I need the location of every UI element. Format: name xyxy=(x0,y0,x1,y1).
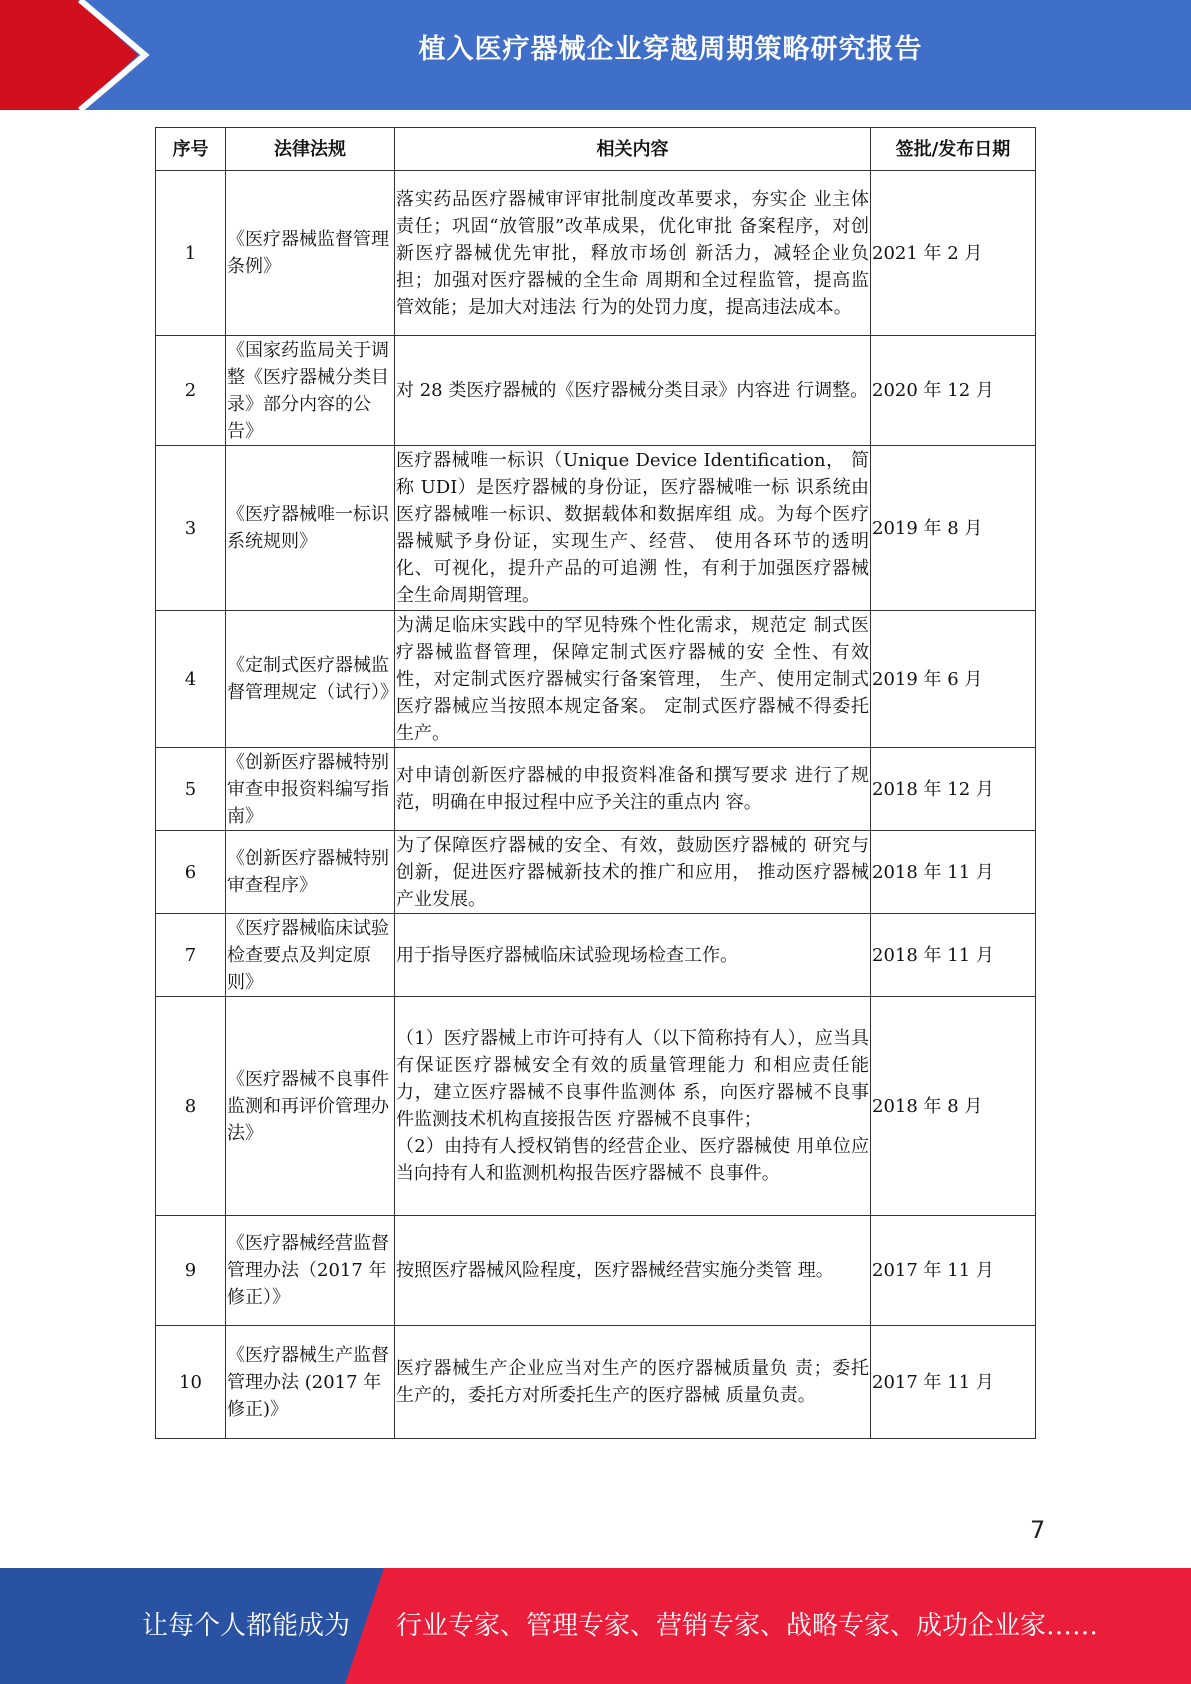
law-name: 《国家药监局关于调整《医疗器械分类目录》部分内容的公告》 xyxy=(226,336,395,446)
row-number: 3 xyxy=(156,446,226,611)
law-content: 为了保障医疗器械的安全、有效，鼓励医疗器械的 研究与创新，促进医疗器械新技术的推广和应用， 推动医疗器械产业发展。 xyxy=(395,831,871,914)
law-date: 2018 年 8 月 xyxy=(871,997,1036,1216)
table-row xyxy=(156,336,1036,446)
law-name: 《定制式医疗器械监督管理规定（试行）》 xyxy=(226,611,395,748)
law-name: 《创新医疗器械特别审查申报资料编写指南》 xyxy=(226,748,395,831)
law-content: 为满足临床实践中的罕见特殊个性化需求，规范定 制式医疗器械监督管理，保障定制式医疗器械的安 全性、有效性，对定制式医疗器械实行备案管理， 生产、使用定制式医疗器械应当按照本规定备案。 定制式医疗器械不得委托生产。 xyxy=(395,611,871,748)
table-row xyxy=(156,914,1036,997)
table-row xyxy=(156,611,1036,748)
row-number: 5 xyxy=(156,748,226,831)
table-row xyxy=(156,1216,1036,1326)
page-footer xyxy=(0,1568,1191,1684)
table-row xyxy=(156,171,1036,336)
law-date: 2018 年 12 月 xyxy=(871,748,1036,831)
header-date: 签批/发布日期 xyxy=(871,128,1036,171)
header-no: 序号 xyxy=(156,128,226,171)
row-number: 4 xyxy=(156,611,226,748)
regulations-table xyxy=(155,127,1036,1439)
law-name: 《医疗器械生产监督管理办法 (2017 年修正)》 xyxy=(226,1326,395,1439)
law-date: 2017 年 11 月 xyxy=(871,1216,1036,1326)
row-number: 2 xyxy=(156,336,226,446)
table-row xyxy=(156,446,1036,611)
table-row xyxy=(156,1326,1036,1439)
content-paragraph-1: （1）医疗器械上市许可持有人（以下简称持有人），应当具有保证医疗器械安全有效的质量管理能力 和相应责任能力，建立医疗器械不良事件监测体 系，向医疗器械不良事件监测技术机构直接报告医 疗器械不良事件； xyxy=(396,1028,869,1130)
footer-slogan-right: 行业专家、管理专家、营销专家、战略专家、成功企业家…… xyxy=(396,1611,1099,1641)
table-row xyxy=(156,997,1036,1216)
report-title: 植入医疗器械企业穿越周期策略研究报告 xyxy=(418,34,923,65)
law-content xyxy=(395,997,871,1216)
law-name: 《医疗器械不良事件监测和再评价管理办法》 xyxy=(226,997,395,1216)
law-date: 2017 年 11 月 xyxy=(871,1326,1036,1439)
page-header xyxy=(0,0,1191,110)
law-content: 用于指导医疗器械临床试验现场检查工作。 xyxy=(395,914,871,997)
law-name: 《医疗器械唯一标识系统规则》 xyxy=(226,446,395,611)
law-date: 2020 年 12 月 xyxy=(871,336,1036,446)
row-number: 10 xyxy=(156,1326,226,1439)
law-name: 《医疗器械经营监督管理办法（2017 年修正）》 xyxy=(226,1216,395,1326)
law-content: 对 28 类医疗器械的《医疗器械分类目录》内容进 行调整。 xyxy=(395,336,871,446)
law-date: 2018 年 11 月 xyxy=(871,914,1036,997)
table-header-row xyxy=(156,128,1036,171)
row-number: 8 xyxy=(156,997,226,1216)
row-number: 7 xyxy=(156,914,226,997)
table-row xyxy=(156,831,1036,914)
law-content: 落实药品医疗器械审评审批制度改革要求，夯实企 业主体责任；巩固“放管服”改革成果，优化审批 备案程序，对创新医疗器械优先审批，释放市场创 新活力，减轻企业负担；加强对医疗器械的全生命 周期和全过程监管，提高监管效能；是加大对违法 行为的处罚力度，提高违法成本。 xyxy=(395,171,871,336)
footer-slogan-left: 让每个人都能成为 xyxy=(142,1611,351,1641)
law-date: 2019 年 8 月 xyxy=(871,446,1036,611)
law-name: 《创新医疗器械特别审查程序》 xyxy=(226,831,395,914)
law-name: 《医疗器械监督管理条例》 xyxy=(226,171,395,336)
row-number: 6 xyxy=(156,831,226,914)
row-number: 9 xyxy=(156,1216,226,1326)
law-date: 2018 年 11 月 xyxy=(871,831,1036,914)
law-date: 2019 年 6 月 xyxy=(871,611,1036,748)
table-row xyxy=(156,748,1036,831)
row-number: 1 xyxy=(156,171,226,336)
header-law: 法律法规 xyxy=(226,128,395,171)
law-content: 按照医疗器械风险程度，医疗器械经营实施分类管 理。 xyxy=(395,1216,871,1326)
law-content: 医疗器械唯一标识（Unique Device Identification， 简称 UDI）是医疗器械的身份证，医疗器械唯一标 识系统由医疗器械唯一标识、数据载体和数据库组 成。为每个医疗器械赋予身份证，实现生产、经营、 使用各环节的透明化、可视化，提升产品的可追溯 性，有利于加强医疗器械全生命周期管理。 xyxy=(395,446,871,611)
page-number: 7 xyxy=(1030,1516,1046,1544)
law-content: 对申请创新医疗器械的申报资料准备和撰写要求 进行了规范，明确在申报过程中应予关注的重点内 容。 xyxy=(395,748,871,831)
header-content: 相关内容 xyxy=(395,128,871,171)
law-name: 《医疗器械临床试验检查要点及判定原则》 xyxy=(226,914,395,997)
content-paragraph-2: （2）由持有人授权销售的经营企业、医疗器械使 用单位应当向持有人和监测机构报告医疗器械不 良事件。 xyxy=(396,1136,869,1184)
law-content: 医疗器械生产企业应当对生产的医疗器械质量负 责；委托生产的，委托方对所委托生产的医疗器械 质量负责。 xyxy=(395,1326,871,1439)
law-date: 2021 年 2 月 xyxy=(871,171,1036,336)
